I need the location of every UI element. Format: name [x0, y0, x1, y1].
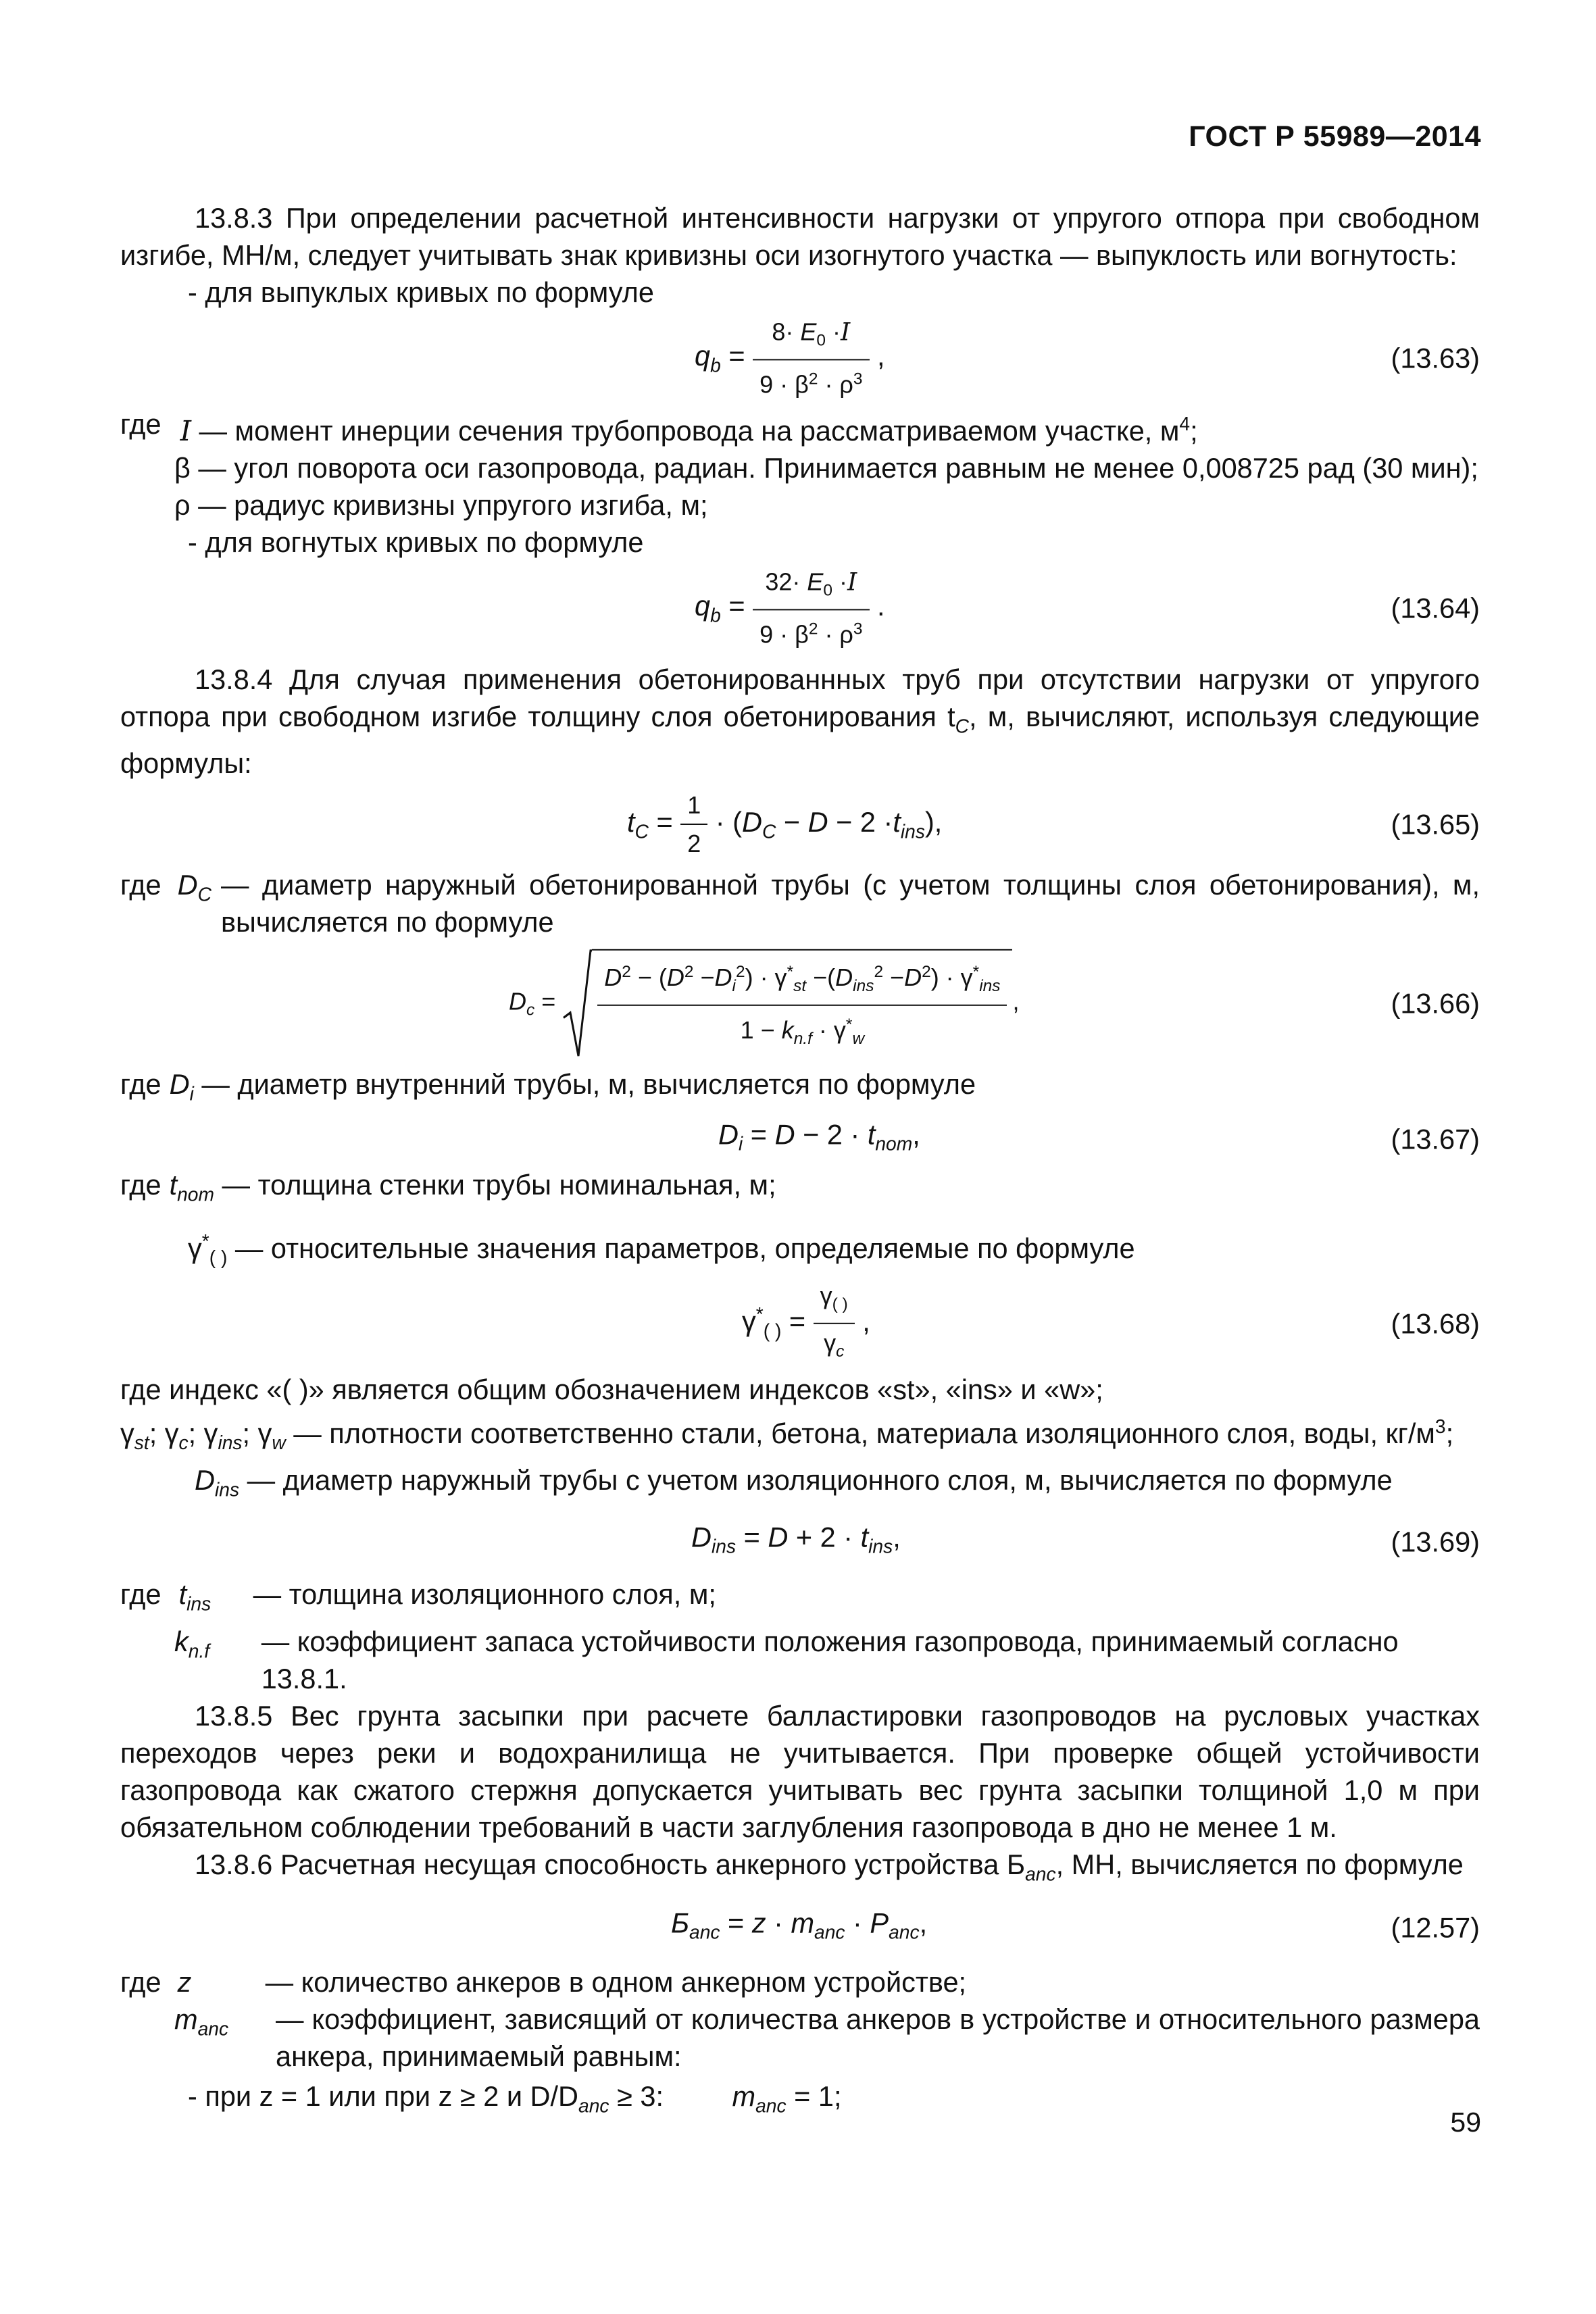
- convex-label: - для выпуклых кривых по формуле: [188, 276, 654, 308]
- equation-number: (13.67): [1391, 1123, 1480, 1155]
- page-number: 59: [1450, 2107, 1481, 2138]
- equation-13-64: [120, 561, 1480, 655]
- where-Dc: где $D_C$ — диаметр наружный обетонированной трубы (с учетом толщины слоя обетонирования), м, вычисляется по формуле: [120, 866, 1480, 940]
- where-manc-text: — коэффициент, зависящий от количества анкеров в устройстве и относительного размера анкера, принимаемый равным:: [276, 2003, 1480, 2072]
- case-1: - при z = 1 или при z ≥ 2 и $D/D_{anc} \ge 3$: $m_{anc} = 1$;: [188, 2080, 842, 2117]
- equation-number: (13.69): [1391, 1526, 1480, 1558]
- where-tnom: где $t_{nom}$ — толщина стенки трубы номинальная, м;: [120, 1166, 1480, 1213]
- where-Di: где $D_i$ — диаметр внутренний трубы, м, вычисляется по формуле: [120, 1065, 1480, 1112]
- formula-Dc: $D_c$ = $\frac{D^2 - (D^2 -D_i^2) \cdot \gamma^*_{st} -(D_{ins}^2 -D^2) \cdot \gamma^*_{ins}}{1 - k_{n.f} \cdot \gamma^*_w}$ ,: [509, 949, 1020, 1057]
- equation-12-57: [120, 1892, 1480, 1963]
- equation-13-69: [120, 1508, 1480, 1576]
- equation-13-65: [120, 782, 1480, 866]
- where-gamma: $\gamma^*_{( )}$ — относительные значения параметров, определяемые по формуле: [188, 1230, 1135, 1268]
- where-rho: ρ — радиус кривизны упругого изгиба, м;: [174, 488, 708, 521]
- formula-Di: $D_i = D - 2 \cdot t_{nom}$,: [718, 1118, 920, 1155]
- equation-number: (13.63): [1391, 342, 1480, 374]
- where-z-text: — количество анкеров в одном анкерном устройстве;: [265, 1965, 967, 1998]
- case-1-tail: ≥ 3:: [617, 2080, 664, 2112]
- paragraph-13-8-3: 13.8.3 При определении расчетной интенсивности нагрузки от упругого отпора при свободном изгибе, МН/м, следует учитывать знак кривизны оси изогнутого участка — выпуклость или вогнутость:: [120, 202, 1480, 271]
- where-z: где z — количество анкеров в одном анкерном устройстве;: [120, 1963, 1480, 2001]
- densities-line: $\gamma_{st}$; $\gamma_c$; $\gamma_{ins}$; $\gamma_w$ — плотности соответственно стали, бетона, материала изоляционного слоя, воды, $кг/м^3$;: [120, 1415, 1454, 1453]
- where-gamma-text: — относительные значения параметров, определяемые по формуле: [234, 1232, 1135, 1264]
- where-I: где I — момент инерции сечения трубопровода на рассматриваемом участке, $м^4$;: [120, 405, 1480, 449]
- equation-number: (13.64): [1391, 592, 1480, 624]
- where-I-text: — момент инерции сечения трубопровода на рассматриваемом участке, м: [199, 414, 1180, 447]
- where-Di-text: — диаметр внутренний трубы, м, вычисляется по формуле: [201, 1068, 976, 1101]
- paragraph-13-8-4: 13.8.4 Для случая применения обетонированнных труб при отсутствии нагрузки от упругого отпора при свободном изгибе толщину слоя обетонирования $t_C$, м, вычисляют, используя следующие формулы:: [120, 663, 1480, 780]
- equation-number: (12.57): [1391, 1911, 1480, 1944]
- where-tins: где $t_{ins}$ — толщина изоляционного слоя, м;: [120, 1576, 1480, 1622]
- densities-text: — плотности соответственно стали, бетона, материала изоляционного слоя, воды, кг/м: [293, 1417, 1435, 1449]
- where-label: где: [120, 408, 161, 440]
- paragraph-13-8-6-text: 13.8.6 Расчетная несущая способность анкерного устройства Б: [195, 1848, 1026, 1880]
- where-knf: $k_{n.f}$ — коэффициент запаса устойчивости положения газопровода, принимаемый согласно 13.8.1.: [120, 1623, 1480, 1697]
- where-Dc-text: — диаметр наружный обетонированной трубы (с учетом толщины слоя обетонирования), м, вычисляется по формуле: [220, 869, 1480, 938]
- equation-number: (13.66): [1391, 987, 1480, 1020]
- formula-Banc: $Б_{anc} = z \cdot m_{anc} \cdot P_{anc}$,: [671, 1907, 928, 1944]
- where-knf-text: — коэффициент запаса устойчивости положения газопровода, принимаемый согласно 13.8.1.: [261, 1625, 1399, 1694]
- formula-qb-convex: $q_b$ = $\frac{8\cdot E_0 \cdot I}{9 \cdot \beta^2 \cdot \rho^3}$ ,: [695, 313, 885, 403]
- where-manc: $m_{anc}$ — коэффициент, зависящий от количества анкеров в устройстве и относительного размера анкера, принимаемый равным:: [120, 2001, 1480, 2075]
- where-beta: β — угол поворота оси газопровода, радиан. Принимается равным не менее 0,008725 рад (30 мин);: [174, 451, 1478, 484]
- paragraph-13-8-6-tail: , МН, вычисляется по формуле: [1055, 1848, 1464, 1880]
- paragraph-13-8-5: 13.8.5 Вес грунта засыпки при расчете балластировки газопроводов на русловых участках переходов через реки и водохранилища не учитывается. При проверке общей устойчивости газопровода как сжатого стержня допускается учитывать вес грунта засыпки толщиной 1,0 м при обязательном соблюдении требований в части заглубления газопровода в дно не менее 1 м.: [120, 1699, 1480, 1843]
- case-1-value: = 1;: [794, 2080, 842, 2112]
- equation-number: (13.65): [1391, 808, 1480, 840]
- equation-number: (13.68): [1391, 1307, 1480, 1340]
- where-Dins-text: — диаметр наружный трубы с учетом изоляционного слоя, м, вычисляется по формуле: [247, 1463, 1393, 1496]
- paragraph-13-8-4-text: 13.8.4 Для случая применения обетонированнных труб при отсутствии нагрузки от упругого отпора при свободном изгибе толщину слоя обетонирования t: [120, 663, 1480, 732]
- where-tins-text: — толщина изоляционного слоя, м;: [253, 1578, 716, 1611]
- document-body: [120, 199, 1480, 2124]
- where-label: где: [120, 1578, 161, 1611]
- equation-13-67: [120, 1112, 1480, 1166]
- standard-header: ГОСТ Р 55989—2014: [1189, 120, 1481, 153]
- where-tnom-text: — толщина стенки трубы номинальная, м;: [222, 1169, 776, 1201]
- where-label: где: [120, 1169, 161, 1201]
- formula-Dins: $D_{ins} = D + 2 \cdot t_{ins}$,: [691, 1521, 901, 1557]
- paragraph-13-8-6: 13.8.6 Расчетная несущая способность анкерного устройства $Б_{anc}$, МН, вычисляется по формуле: [195, 1848, 1464, 1884]
- where-Dins: $D_{ins}$ — диаметр наружный трубы с учетом изоляционного слоя, м, вычисляется по формуле: [195, 1463, 1393, 1501]
- where-label: где: [120, 869, 161, 901]
- formula-tc: $t_C$ = $\frac{1}{2}$ · $(D_C - D - 2 \cdot t_{ins})$,: [627, 786, 942, 862]
- paragraph-13-8-4-tail: , м, вычисляют, используя следующие формулы:: [120, 700, 1480, 780]
- index-note: где индекс «( )» является общим обозначением индексов «st», «ins» и «w»;: [120, 1373, 1103, 1405]
- formula-qb-concave: $q_b$ = $\frac{32\cdot E_0 \cdot I}{9 \cdot \beta^2 \cdot \rho^3}$ .: [695, 563, 885, 653]
- equation-13-68: [120, 1276, 1480, 1371]
- where-label: где: [120, 1965, 161, 1998]
- formula-gamma: $\gamma^*_{( )}$ = $\frac{\gamma_{( )}}{\gamma_c}$ ,: [742, 1277, 870, 1370]
- case-1-text: - при z = 1 или при z ≥ 2 и D/D: [188, 2080, 579, 2112]
- equation-13-66: [120, 940, 1480, 1065]
- where-label: где: [120, 1068, 161, 1101]
- equation-13-63: [120, 311, 1480, 405]
- concave-label: - для вогнутых кривых по формуле: [188, 526, 644, 558]
